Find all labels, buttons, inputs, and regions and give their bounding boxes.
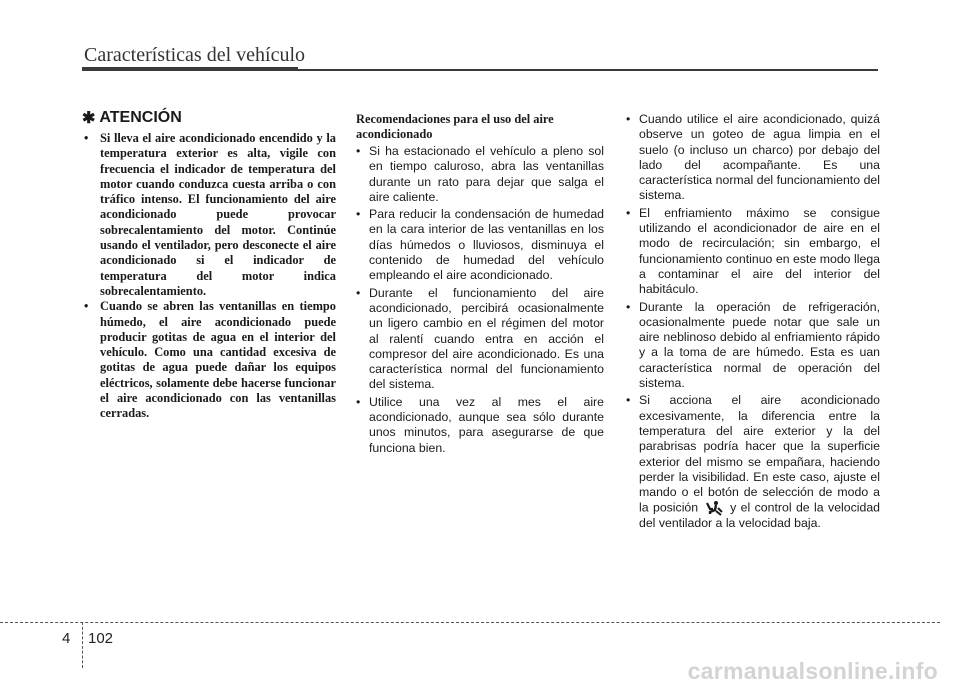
list-item: • Utilice una vez al mes el aire acondicionado, aunque sea sólo durante unos minutos, para asegurarse de que funciona bien. — [356, 395, 604, 456]
list-item: • Si lleva el aire acondicionado encendido y la temperatura exterior es alta, vigile con frecuencia el indicador de temperatura del motor cuando conduzca cuesta arriba o con tráfico intenso. El funcionamiento del aire acondicionado puede provocar sobrecalentamiento del motor. Continúe usando el ventilador, pero desconecte el aire acondicionado si el indicador de temperatura del motor indica sobrecalentamiento. — [82, 131, 336, 299]
header-rule — [82, 69, 878, 71]
warning-section — [82, 108, 336, 422]
watermark: carmanualsonline.info — [687, 658, 938, 684]
recommendations-title: Recomendaciones para el uso del aire acondicionado — [356, 112, 554, 141]
warning-heading — [82, 108, 336, 128]
floor-vent-mode-icon — [704, 500, 724, 516]
list-item: • Cuando se abren las ventanillas en tiempo húmedo, el aire acondicionado puede producir gotitas de agua en el interior del vehículo. Como una cantidad excesiva de gotitas de agua puede dañar los equipos eléctricos, solamente debe hacerse funcionar el aire acondicionado con las ventanillas cerradas. — [82, 299, 336, 421]
recommendations-continued — [626, 112, 880, 534]
recommendations-list — [356, 144, 604, 456]
warning-list — [82, 131, 336, 422]
list-item-text: y el control de la velocidad del ventilador a la velocidad baja. — [639, 500, 880, 531]
list-item: • Durante el funcionamiento del aire acondicionado, percibirá ocasionalmente un ligero cambio en el régimen del motor al ralentí cuando entra en acción el compresor del aire acondicionado. Es una característica normal del funcionamiento del sistema. — [356, 286, 604, 393]
list-item: • Si ha estacionado el vehículo a pleno sol en tiempo caluroso, abra las ventanillas durante un rato para dejar que salga el aire caliente. — [356, 144, 604, 205]
section-title: Características del vehículo — [84, 44, 306, 66]
recommendations-section — [356, 112, 604, 458]
list-item — [626, 393, 880, 531]
warning-star-icon: ✱ — [82, 110, 96, 127]
list-item: • Para reducir la condensación de humedad en la cara interior de las ventanillas en los días húmedos o lluviosos, disminuya el contenido de humedad del vehículo empleando el aire acondicionado. — [356, 207, 604, 283]
footer-divider — [82, 622, 83, 668]
list-item: • Cuando utilice el aire acondicionado, quizá observe un goteo de agua limpia en el suelo (o incluso un charco) por debajo del lado del acompañante. Es una característica normal del funcionamiento del sistema. — [626, 112, 880, 204]
footer-rule — [0, 622, 940, 623]
list-item: • Durante la operación de refrigeración, ocasionalmente puede notar que sale un aire neblinoso debido al enfriamiento rápido y a la toma de are húmedo. Esta es uan característica normal de operación del sistema. — [626, 300, 880, 392]
recommendations-list-continued — [626, 112, 880, 532]
page-number: 102 — [88, 630, 114, 647]
list-item-text: Si acciona el aire acondicionado excesivamente, la diferencia entre la temperatura del aire exterior y la del parabrisas podría hacer que la superficie exterior del mismo se empañara, haciendo perder la visibilidad. En este caso, ajuste el mando o el botón de selección de modo a la posición — [639, 393, 880, 515]
list-item: • El enfriamiento máximo se consigue utilizando el acondicionador de aire en el modo de recirculación; sin embargo, el funcionamiento continuo en este modo llega a contaminar el aire del interior del habitáculo. — [626, 206, 880, 298]
warning-title: ATENCIÓN — [99, 109, 182, 126]
chapter-number: 4 — [62, 630, 71, 647]
